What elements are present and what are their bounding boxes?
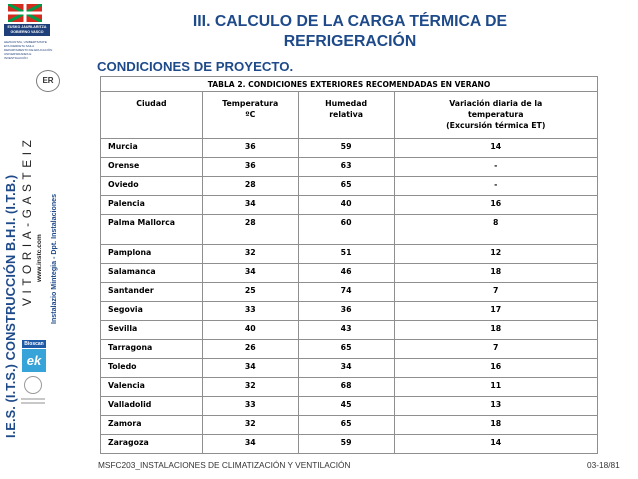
page-title (140, 12, 560, 52)
cell-temperature: 26 (202, 340, 298, 359)
table-row (101, 215, 598, 245)
header-temperature (202, 92, 298, 139)
cell-humidity: 59 (298, 139, 394, 158)
dept-line-2: ETA IKERKETA SAILA (4, 44, 35, 48)
cell-variation: 8 (394, 215, 598, 245)
cell-city: Palencia (101, 196, 203, 215)
table-row (101, 139, 598, 158)
cell-variation: 7 (394, 340, 598, 359)
cell-city: Pamplona (101, 245, 203, 264)
header-humidity-line-2: relativa (329, 110, 363, 119)
table-row (101, 283, 598, 302)
title-line-1: III. CALCULO DE LA CARGA TÉRMICA DE (192, 13, 508, 30)
header-daily-variation (394, 92, 598, 139)
cell-city: Toledo (101, 359, 203, 378)
bioscan-label: Bioscan (22, 340, 46, 348)
cell-temperature: 34 (202, 196, 298, 215)
cell-city: Valladolid (101, 397, 203, 416)
cell-temperature: 36 (202, 158, 298, 177)
cell-city: Murcia (101, 139, 203, 158)
cell-temperature: 34 (202, 435, 298, 454)
table-row (101, 196, 598, 215)
seal-caption (18, 396, 48, 410)
school-website: www.instc.com (36, 234, 43, 282)
table-header-row (101, 92, 598, 139)
table-row (101, 378, 598, 397)
dept-line-3: DEPARTAMENTO DE EDUCACIÓN (4, 48, 53, 52)
header-city-label: Ciudad (136, 99, 167, 108)
cell-humidity: 59 (298, 435, 394, 454)
cell-humidity: 46 (298, 264, 394, 283)
seal-caption-line (21, 398, 45, 400)
cell-temperature: 34 (202, 359, 298, 378)
cell-temperature: 36 (202, 139, 298, 158)
cell-city: Santander (101, 283, 203, 302)
cell-temperature: 32 (202, 245, 298, 264)
table-row (101, 321, 598, 340)
cell-city: Palma Mallorca (101, 215, 203, 245)
table-row (101, 359, 598, 378)
table-row (101, 302, 598, 321)
cell-temperature: 33 (202, 302, 298, 321)
cell-city: Zaragoza (101, 435, 203, 454)
cell-temperature: 28 (202, 215, 298, 245)
cell-city: Tarragona (101, 340, 203, 359)
dept-line-1: HEZKUNTZA, UNIBERTSITATE (4, 40, 47, 44)
cell-variation: 7 (394, 283, 598, 302)
cell-humidity: 36 (298, 302, 394, 321)
footer-course: MSFC203_INSTALACIONES DE CLIMATIZACIÓN Y VENTILACIÓN (98, 460, 351, 470)
cell-temperature: 33 (202, 397, 298, 416)
cell-variation: - (394, 177, 598, 196)
table-row (101, 397, 598, 416)
cell-humidity: 74 (298, 283, 394, 302)
cell-temperature: 32 (202, 378, 298, 397)
school-name: I.E.S. (I.T.S.) CONSTRUCCIÓN B.H.I. (I.T.B.) (3, 174, 18, 438)
cell-humidity: 60 (298, 215, 394, 245)
bioscan-mark: ek (22, 349, 46, 372)
cell-variation: 13 (394, 397, 598, 416)
table-row (101, 177, 598, 196)
cell-humidity: 34 (298, 359, 394, 378)
cell-variation: 18 (394, 416, 598, 435)
cell-variation: 11 (394, 378, 598, 397)
cell-variation: 18 (394, 264, 598, 283)
cell-city: Sevilla (101, 321, 203, 340)
table-row (101, 245, 598, 264)
gov-line-2: GOBIERNO VASCO (10, 30, 44, 34)
section-subtitle: CONDICIONES DE PROYECTO. (97, 59, 294, 74)
quality-seal-icon (24, 376, 42, 394)
header-variation-line-2: temperatura (468, 110, 524, 119)
bioscan-logo (22, 340, 46, 372)
table-row (101, 158, 598, 177)
cell-variation: 16 (394, 359, 598, 378)
cell-temperature: 28 (202, 177, 298, 196)
cell-humidity: 65 (298, 177, 394, 196)
conditions-table (100, 76, 598, 454)
cell-temperature: 40 (202, 321, 298, 340)
table-row (101, 340, 598, 359)
cell-city: Valencia (101, 378, 203, 397)
cell-temperature: 34 (202, 264, 298, 283)
department-name: Instalazio Mintegia - Dpt. Instalaciones (50, 193, 58, 324)
cell-city: Salamanca (101, 264, 203, 283)
cell-variation: 17 (394, 302, 598, 321)
cell-humidity: 45 (298, 397, 394, 416)
cell-temperature: 25 (202, 283, 298, 302)
er-certification-logo (36, 70, 60, 92)
cell-variation: 14 (394, 139, 598, 158)
cell-variation: 18 (394, 321, 598, 340)
sidebar (0, 0, 70, 479)
er-mark: ER (42, 76, 54, 85)
header-variation-line-1: Variación diaria de la (449, 99, 543, 108)
cell-temperature: 32 (202, 416, 298, 435)
cell-variation: 12 (394, 245, 598, 264)
header-temperature-line-2: ºC (245, 110, 256, 119)
ikurrina-flag-icon (8, 4, 42, 22)
basque-government-logo (8, 4, 42, 22)
cell-variation: - (394, 158, 598, 177)
header-variation-line-3: (Excursión térmica ET) (446, 121, 546, 130)
cell-city: Oviedo (101, 177, 203, 196)
cell-city: Orense (101, 158, 203, 177)
cell-humidity: 51 (298, 245, 394, 264)
government-band (4, 24, 50, 36)
cell-humidity: 68 (298, 378, 394, 397)
cell-city: Zamora (101, 416, 203, 435)
gov-line-1: EUSKO JAURLARITZA (7, 25, 47, 29)
header-temperature-line-1: Temperatura (222, 99, 279, 108)
cell-variation: 16 (394, 196, 598, 215)
title-line-2: REFRIGERACIÓN (283, 33, 417, 50)
table-caption: TABLA 2. CONDICIONES EXTERIORES RECOMENDADAS EN VERANO (101, 77, 598, 92)
seal-caption-line (21, 402, 45, 404)
cell-humidity: 40 (298, 196, 394, 215)
cell-city: Segovia (101, 302, 203, 321)
table-caption-row (101, 77, 598, 92)
cell-variation: 14 (394, 435, 598, 454)
table-row (101, 264, 598, 283)
dept-line-4: UNIVERSIDADES E INVESTIGACIÓN (4, 52, 32, 60)
header-humidity-line-1: Humedad (325, 99, 368, 108)
cell-humidity: 65 (298, 340, 394, 359)
header-city (101, 92, 203, 139)
department-lines (4, 40, 54, 60)
header-humidity (298, 92, 394, 139)
footer-page-number: 03-18/81 (587, 460, 620, 470)
cell-humidity: 65 (298, 416, 394, 435)
cell-humidity: 63 (298, 158, 394, 177)
school-city: VITORIA-GASTEIZ (20, 135, 34, 306)
table-row (101, 416, 598, 435)
cell-humidity: 43 (298, 321, 394, 340)
table-row (101, 435, 598, 454)
